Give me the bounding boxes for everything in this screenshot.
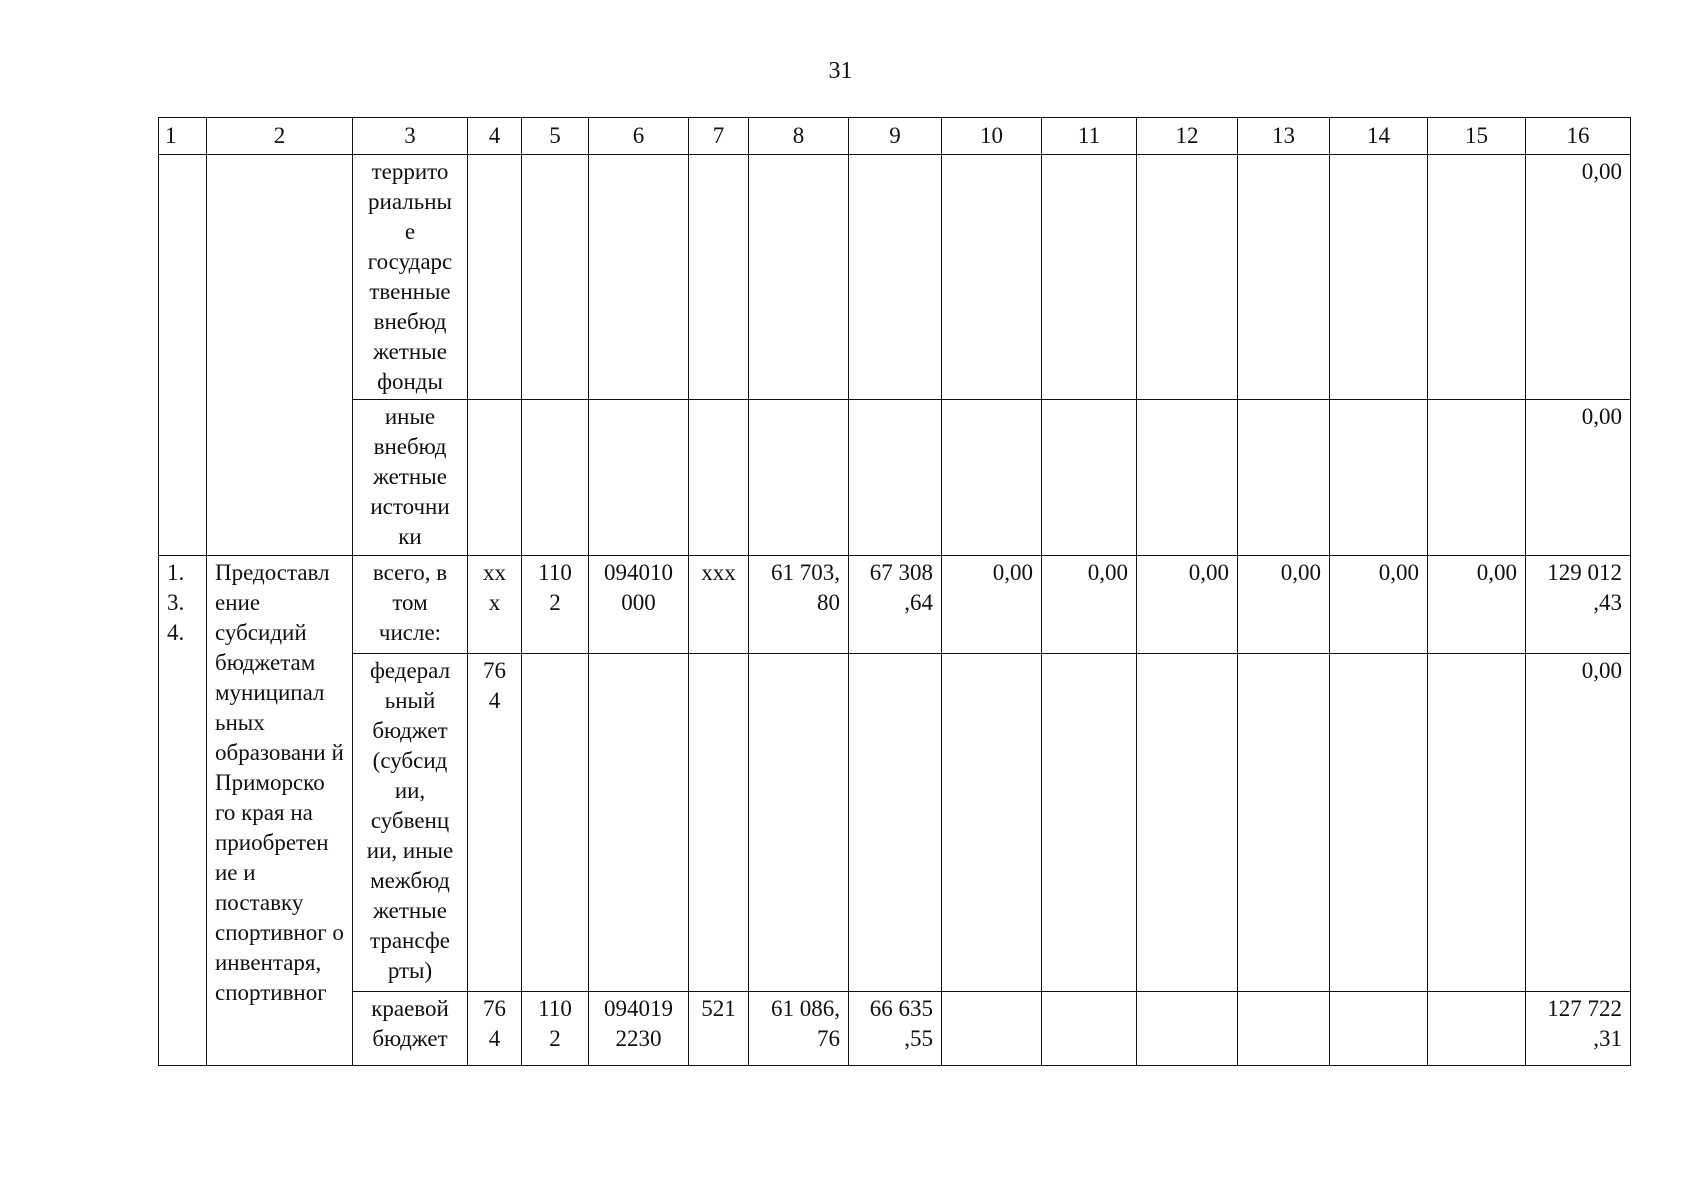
header-cell: 4 xyxy=(468,118,522,155)
header-cell: 10 xyxy=(942,118,1042,155)
value-cell: 521 xyxy=(689,992,749,1066)
table-row xyxy=(159,400,1631,556)
total-cell: 0,00 xyxy=(1526,654,1631,992)
value-cell: ххх xyxy=(689,556,749,654)
header-cell: 3 xyxy=(353,118,468,155)
value-cell: 0,00 xyxy=(1042,556,1137,654)
header-cell: 13 xyxy=(1238,118,1330,155)
source-cell: иные внебюд жетные источни ки xyxy=(353,400,468,556)
value-cell: 094010 000 xyxy=(589,556,689,654)
header-cell: 5 xyxy=(522,118,589,155)
value-cell: 0,00 xyxy=(1428,556,1526,654)
value-cell: 0,00 xyxy=(1330,556,1428,654)
value-cell: 76 4 xyxy=(468,654,522,992)
total-cell: 0,00 xyxy=(1526,155,1631,400)
value-cell: 0,00 xyxy=(1238,556,1330,654)
header-cell: 6 xyxy=(589,118,689,155)
table-row xyxy=(159,992,1631,1066)
header-cell: 8 xyxy=(749,118,849,155)
value-cell: хх х xyxy=(468,556,522,654)
header-cell: 2 xyxy=(207,118,353,155)
page-number: 31 xyxy=(828,58,853,84)
table-row xyxy=(159,654,1631,992)
header-cell: 12 xyxy=(1137,118,1238,155)
budget-table xyxy=(158,117,1631,1066)
value-cell: 0,00 xyxy=(1137,556,1238,654)
value-cell: 0,00 xyxy=(942,556,1042,654)
source-cell: всего, в том числе: xyxy=(353,556,468,654)
header-cell: 11 xyxy=(1042,118,1137,155)
header-cell: 1 xyxy=(159,118,207,155)
value-cell: 66 635 ,55 xyxy=(849,992,942,1066)
value-cell: 094019 2230 xyxy=(589,992,689,1066)
value-cell: 110 2 xyxy=(522,992,589,1066)
total-cell: 127 722 ,31 xyxy=(1526,992,1631,1066)
value-cell: 61 703, 80 xyxy=(749,556,849,654)
table-header-row xyxy=(159,118,1631,155)
source-cell: террито риальны е государс твенные внебюд жетные фонды xyxy=(353,155,468,400)
table-row xyxy=(159,155,1631,400)
table-row xyxy=(159,556,1631,654)
item-name: Предоставл ение субсидий бюджетам муниципал ьных образовани й Приморско го края на приобретен ие и поставку спортивног о инвентаря, спортивног xyxy=(207,556,353,1066)
value-cell: 110 2 xyxy=(522,556,589,654)
value-cell: 61 086, 76 xyxy=(749,992,849,1066)
value-cell: 76 4 xyxy=(468,992,522,1066)
source-cell: федерал ьный бюджет (субсид ии, субвенц ии, иные межбюд жетные трансфе рты) xyxy=(353,654,468,992)
value-cell: 67 308 ,64 xyxy=(849,556,942,654)
header-cell: 9 xyxy=(849,118,942,155)
item-number: 1. 3. 4. xyxy=(159,556,207,1066)
empty-cell xyxy=(159,155,207,556)
header-cell: 15 xyxy=(1428,118,1526,155)
source-cell: краевой бюджет xyxy=(353,992,468,1066)
header-cell: 16 xyxy=(1526,118,1631,155)
total-cell: 129 012 ,43 xyxy=(1526,556,1631,654)
empty-cell xyxy=(207,155,353,556)
total-cell: 0,00 xyxy=(1526,400,1631,556)
header-cell: 14 xyxy=(1330,118,1428,155)
header-cell: 7 xyxy=(689,118,749,155)
